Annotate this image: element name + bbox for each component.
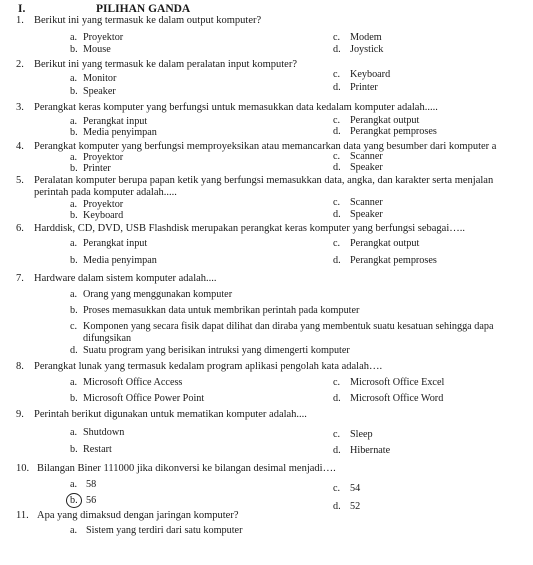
question-number: 6. bbox=[16, 223, 24, 234]
option-text: Modem bbox=[350, 32, 382, 43]
option-text: Restart bbox=[83, 444, 112, 455]
question-text-continued: perintah pada komputer adalah..... bbox=[34, 187, 177, 198]
option-letter: d. bbox=[333, 255, 341, 266]
option-text: Joystick bbox=[350, 44, 384, 55]
option-text: 56 bbox=[86, 495, 97, 506]
option-letter: a. bbox=[70, 73, 78, 84]
option-letter: d. bbox=[70, 345, 78, 356]
option-letter: a. bbox=[70, 199, 78, 210]
option-text: Sistem yang terdiri dari satu komputer bbox=[86, 525, 243, 536]
option-letter: d. bbox=[333, 126, 341, 137]
question-number: 11. bbox=[16, 510, 29, 521]
option-text: 54 bbox=[350, 483, 361, 494]
option-text: Microsoft Office Excel bbox=[350, 377, 445, 388]
option-text: Perangkat pemproses bbox=[350, 126, 437, 137]
option-letter: d. bbox=[333, 44, 341, 55]
option-letter: b. bbox=[70, 305, 78, 316]
option-letter: b. bbox=[70, 44, 78, 55]
question-text: Berikut ini yang termasuk ke dalam peralatan input komputer? bbox=[34, 59, 298, 70]
option-text: Microsoft Office Power Point bbox=[83, 393, 205, 404]
option-letter: b. bbox=[70, 495, 78, 506]
option-letter: a. bbox=[70, 32, 78, 43]
option-text: Perangkat input bbox=[83, 116, 148, 127]
question-text: Perangkat lunak yang termasuk kedalam program aplikasi pengolah kata adalah…. bbox=[34, 361, 383, 372]
option-letter: a. bbox=[70, 479, 78, 490]
option-text: Media penyimpan bbox=[83, 127, 157, 138]
option-letter: c. bbox=[333, 115, 341, 126]
option-text: Monitor bbox=[83, 73, 117, 84]
option-letter: a. bbox=[70, 116, 78, 127]
option-letter: c. bbox=[333, 151, 341, 162]
option-letter: c. bbox=[333, 69, 341, 80]
question-number: 4. bbox=[16, 141, 24, 152]
option-letter: d. bbox=[333, 501, 341, 512]
question-number: 9. bbox=[16, 409, 24, 420]
option-letter: b. bbox=[70, 127, 78, 138]
option-text: Orang yang menggunakan komputer bbox=[83, 289, 233, 300]
option-text: Speaker bbox=[350, 209, 383, 220]
option-text: Microsoft Office Word bbox=[350, 393, 444, 404]
option-text: Keyboard bbox=[350, 69, 391, 80]
question-text: Bilangan Biner 111000 jika dikonversi ke bilangan desimal menjadi…. bbox=[37, 463, 336, 474]
option-text: 52 bbox=[350, 501, 361, 512]
option-letter: c. bbox=[333, 483, 341, 494]
question-text: Peralatan komputer berupa papan ketik yang berfungsi memasukkan data, angka, dan karakter serta menjalan bbox=[34, 175, 494, 186]
option-letter: d. bbox=[333, 82, 341, 93]
option-letter: d. bbox=[333, 209, 341, 220]
option-letter: d. bbox=[333, 393, 341, 404]
option-text: Hibernate bbox=[350, 445, 391, 456]
question-number: 8. bbox=[16, 361, 24, 372]
option-text: Media penyimpan bbox=[83, 255, 157, 266]
option-letter: b. bbox=[70, 86, 78, 97]
option-letter: a. bbox=[70, 525, 78, 536]
question-text: Apa yang dimaksud dengan jaringan komputer? bbox=[37, 510, 239, 521]
option-text: Mouse bbox=[83, 44, 111, 55]
question-text: Hardware dalam sistem komputer adalah.... bbox=[34, 273, 217, 284]
option-text: Perangkat pemproses bbox=[350, 255, 437, 266]
question-text: Perangkat komputer yang berfungsi memproyeksikan atau memancarkan data yang besumber dari komputer a bbox=[34, 141, 497, 152]
option-text: Scanner bbox=[350, 151, 383, 162]
option-text: Proyektor bbox=[83, 152, 124, 163]
option-text: Proyektor bbox=[83, 32, 124, 43]
section-title: PILIHAN GANDA bbox=[96, 3, 191, 15]
question-text: Perintah berikut digunakan untuk mematikan komputer adalah.... bbox=[34, 409, 307, 420]
option-letter: c. bbox=[333, 32, 341, 43]
option-text: Speaker bbox=[83, 86, 116, 97]
question-text: Perangkat keras komputer yang berfungsi untuk memasukkan data kedalam komputer adalah..... bbox=[34, 102, 438, 113]
option-text: Komponen yang secara fisik dapat dilihat dan diraba yang membentuk suatu kesatuan sehingga dapa bbox=[83, 321, 494, 332]
option-letter: a. bbox=[70, 238, 78, 249]
option-text: Perangkat output bbox=[350, 238, 420, 249]
option-letter: d. bbox=[333, 445, 341, 456]
option-letter: d. bbox=[333, 162, 341, 173]
option-letter: a. bbox=[70, 377, 78, 388]
option-letter: c. bbox=[333, 197, 341, 208]
option-text: Scanner bbox=[350, 197, 383, 208]
option-text: Keyboard bbox=[83, 210, 124, 221]
option-text: 58 bbox=[86, 479, 97, 490]
option-text: Sleep bbox=[350, 429, 373, 440]
option-letter: b. bbox=[70, 444, 78, 455]
option-letter: c. bbox=[333, 377, 341, 388]
option-letter: c. bbox=[333, 238, 341, 249]
option-letter: b. bbox=[70, 393, 78, 404]
section-number: I. bbox=[18, 3, 26, 15]
option-letter: a. bbox=[70, 289, 78, 300]
option-letter: a. bbox=[70, 427, 78, 438]
question-text: Berikut ini yang termasuk ke dalam output komputer? bbox=[34, 15, 262, 26]
option-letter: a. bbox=[70, 152, 78, 163]
question-number: 2. bbox=[16, 59, 24, 70]
question-text: Harddisk, CD, DVD, USB Flashdisk merupakan perangkat keras komputer yang berfungsi sebagai….. bbox=[34, 223, 465, 234]
question-number: 10. bbox=[16, 463, 30, 474]
option-text-continued: difungsikan bbox=[83, 333, 132, 344]
option-text: Suatu program yang berisikan intruksi yang dimengerti komputer bbox=[83, 345, 350, 356]
option-text: Perangkat input bbox=[83, 238, 148, 249]
question-number: 5. bbox=[16, 175, 24, 186]
question-number: 1. bbox=[16, 15, 24, 26]
option-text: Microsoft Office Access bbox=[83, 377, 183, 388]
option-letter: c. bbox=[333, 429, 341, 440]
question-number: 3. bbox=[16, 102, 24, 113]
option-text: Printer bbox=[350, 82, 378, 93]
option-text: Proses memasukkan data untuk membrikan perintah pada komputer bbox=[83, 305, 360, 316]
option-letter: b. bbox=[70, 210, 78, 221]
option-text: Proyektor bbox=[83, 199, 124, 210]
option-text: Shutdown bbox=[83, 427, 125, 438]
option-text: Perangkat output bbox=[350, 115, 420, 126]
question-number: 7. bbox=[16, 273, 24, 284]
option-text: Printer bbox=[83, 163, 111, 174]
option-letter: b. bbox=[70, 163, 78, 174]
option-text: Speaker bbox=[350, 162, 383, 173]
option-letter: b. bbox=[70, 255, 78, 266]
option-letter: c. bbox=[70, 321, 78, 332]
